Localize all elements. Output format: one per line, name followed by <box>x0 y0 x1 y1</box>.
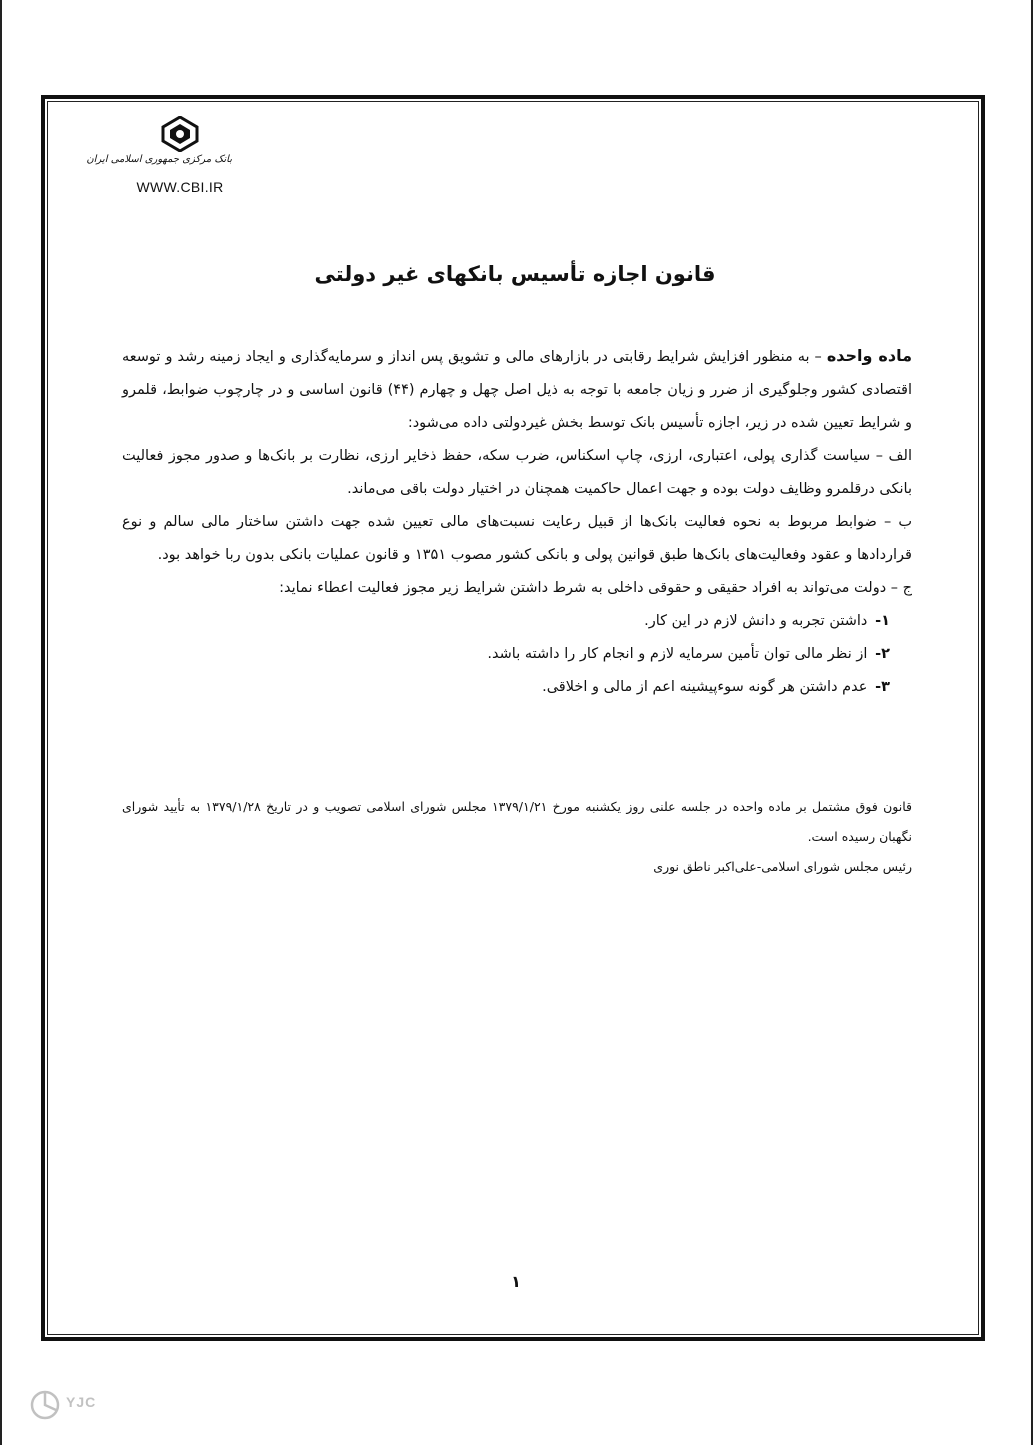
page-number: ۱ <box>511 1272 521 1291</box>
signature-line: رئیس مجلس شورای اسلامی-علی‌اکبر ناطق نوری <box>653 859 912 874</box>
article-label: ماده واحده <box>826 346 912 365</box>
condition-item <box>122 638 912 671</box>
condition-number: ۳- <box>875 679 890 695</box>
condition-item <box>122 605 912 638</box>
cbi-emblem-icon <box>160 116 200 152</box>
clause-be: ب – ضوابط مربوط به نحوه فعالیت بانک‌ها از قبیل رعایت نسبت‌های مالی تعیین شده جهت داشتن ساختار مالی سالم و نوع قراردادها و عقود وفعالیت‌های بانک‌ها طبق قوانین پولی و بانکی کشور مصوب ۱۳۵۱ و قانون عملیات بانکی بدون ربا خواهد بود. <box>122 514 912 563</box>
page-left-edge <box>0 0 2 1445</box>
bank-logo <box>86 116 232 195</box>
logo-caption: بانک مرکزی جمهوری اسلامی ایران <box>86 154 232 165</box>
approval-text: قانون فوق مشتمل بر ماده واحده در جلسه علنی روز یکشنبه مورخ ۱۳۷۹/۱/۲۱ مجلس شورای اسلامی تصویب و در تاریخ ۱۳۷۹/۱/۲۸ به تأیید شورای نگهبان رسیده است. <box>122 799 912 844</box>
watermark-text: YJC <box>66 1394 97 1410</box>
yjc-logo-icon <box>28 1388 62 1422</box>
approval-note <box>122 792 912 882</box>
condition-text: عدم داشتن هر گونه سوءپیشینه اعم از مالی و اخلاقی. <box>542 679 868 695</box>
document-title: قانون اجازه تأسیس بانکهای غیر دولتی <box>314 262 716 286</box>
condition-number: ۱- <box>875 613 890 629</box>
article-intro: – به منظور افزایش شرایط رقابتی در بازارهای مالی و تشویق پس انداز و سرمایه‌گذاری و ایجاد زمینه رشد و توسعه اقتصادی کشور وجلوگیری از ضرر و زیان جامعه با توجه به ذیل اصل چهل و چهارم (۴۴) قانون اساسی و در چارچوب ضوابط، قلمرو و شرایط تعیین شده در زیر، اجازه تأسیس بانک توسط بخش غیردولتی داده می‌شود: <box>122 349 913 431</box>
clause-jim: ج – دولت می‌تواند به افراد حقیقی و حقوقی داخلی به شرط داشتن شرایط زیر مجوز فعالیت اعطاء نماید: <box>279 580 912 596</box>
condition-number: ۲- <box>875 646 890 662</box>
condition-text: از نظر مالی توان تأمین سرمایه لازم و انجام کار را داشته باشد. <box>487 646 868 662</box>
clause-alef: الف – سیاست گذاری پولی، اعتباری، ارزی، چاپ اسکناس، ضرب سکه، حفظ ذخایر ارزی، نظارت بر بانک‌ها و صدور مجوز فعالیت بانکی درقلمرو وظایف دولت بوده و جهت اعمال حاکمیت همچنان در اختیار دولت باقی می‌ماند. <box>122 448 912 497</box>
condition-text: داشتن تجربه و دانش لازم در این کار. <box>644 613 868 629</box>
condition-item <box>122 671 912 704</box>
document-frame-inner <box>47 101 979 1335</box>
website-url: WWW.CBI.IR <box>136 179 224 195</box>
article-paragraph <box>122 339 912 440</box>
conditions-list <box>122 605 912 704</box>
page-right-edge <box>1031 0 1033 1445</box>
yjc-watermark <box>28 1388 108 1422</box>
document-body <box>122 339 912 704</box>
